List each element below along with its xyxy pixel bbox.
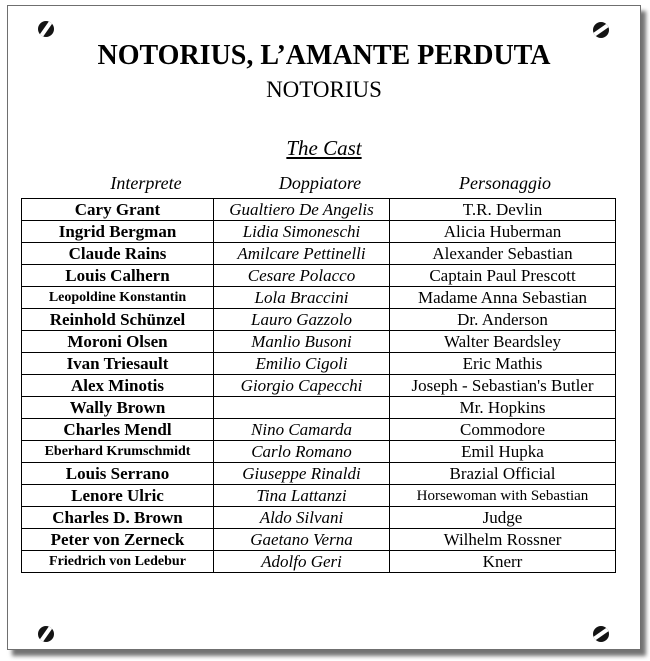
actor-cell: Wally Brown bbox=[22, 397, 214, 419]
actor-cell: Lenore Ulric bbox=[22, 485, 214, 507]
actor-cell: Charles D. Brown bbox=[22, 507, 214, 529]
dubber-cell: Amilcare Pettinelli bbox=[214, 243, 390, 265]
dubber-cell: Lauro Gazzolo bbox=[214, 309, 390, 331]
cast-table bbox=[21, 198, 616, 573]
actor-cell: Leopoldine Konstantin bbox=[22, 287, 214, 309]
actor-cell: Reinhold Schünzel bbox=[22, 309, 214, 331]
actor-cell: Ivan Triesault bbox=[22, 353, 214, 375]
role-cell: Alicia Huberman bbox=[390, 221, 616, 243]
role-cell: Wilhelm Rossner bbox=[390, 529, 616, 551]
role-cell: Joseph - Sebastian's Butler bbox=[390, 375, 616, 397]
table-row bbox=[22, 309, 616, 331]
table-row bbox=[22, 287, 616, 309]
dubber-cell: Adolfo Geri bbox=[214, 551, 390, 573]
role-cell: Commodore bbox=[390, 419, 616, 441]
role-cell: Captain Paul Prescott bbox=[390, 265, 616, 287]
dubber-cell: Carlo Romano bbox=[214, 441, 390, 463]
table-row bbox=[22, 551, 616, 573]
role-cell: Emil Hupka bbox=[390, 441, 616, 463]
screw-icon bbox=[38, 626, 54, 642]
cast-plate bbox=[7, 5, 641, 650]
table-row bbox=[22, 243, 616, 265]
table-row bbox=[22, 397, 616, 419]
dubber-cell: Giuseppe Rinaldi bbox=[214, 463, 390, 485]
role-cell: Judge bbox=[390, 507, 616, 529]
dubber-cell: Aldo Silvani bbox=[214, 507, 390, 529]
column-header-dubber: Doppiatore bbox=[278, 173, 362, 193]
page-title: NOTORIUS, L’AMANTE PERDUTA bbox=[97, 40, 551, 71]
role-cell: Mr. Hopkins bbox=[390, 397, 616, 419]
dubber-cell: Emilio Cigoli bbox=[214, 353, 390, 375]
table-row bbox=[22, 353, 616, 375]
table-row bbox=[22, 419, 616, 441]
original-title: NOTORIUS bbox=[266, 77, 382, 102]
role-cell: Brazial Official bbox=[390, 463, 616, 485]
column-header-role: Personaggio bbox=[459, 173, 551, 193]
table-row bbox=[22, 529, 616, 551]
screw-icon bbox=[38, 21, 54, 37]
dubber-cell: Lidia Simoneschi bbox=[214, 221, 390, 243]
column-headers bbox=[21, 173, 615, 194]
actor-cell: Claude Rains bbox=[22, 243, 214, 265]
table-row bbox=[22, 375, 616, 397]
dubber-cell: Gaetano Verna bbox=[214, 529, 390, 551]
actor-cell: Peter von Zerneck bbox=[22, 529, 214, 551]
table-row bbox=[22, 463, 616, 485]
table-row bbox=[22, 485, 616, 507]
dubber-cell: Lola Braccini bbox=[214, 287, 390, 309]
role-cell: Horsewoman with Sebastian bbox=[390, 485, 616, 507]
actor-cell: Charles Mendl bbox=[22, 419, 214, 441]
dubber-cell: Giorgio Capecchi bbox=[214, 375, 390, 397]
table-row bbox=[22, 507, 616, 529]
actor-cell: Moroni Olsen bbox=[22, 331, 214, 353]
dubber-cell: Manlio Busoni bbox=[214, 331, 390, 353]
actor-cell: Cary Grant bbox=[22, 199, 214, 221]
role-cell: Dr. Anderson bbox=[390, 309, 616, 331]
actor-cell: Alex Minotis bbox=[22, 375, 214, 397]
cast-heading: The Cast bbox=[286, 136, 362, 160]
table-row bbox=[22, 221, 616, 243]
role-cell: T.R. Devlin bbox=[390, 199, 616, 221]
screw-icon bbox=[593, 626, 609, 642]
actor-cell: Ingrid Bergman bbox=[22, 221, 214, 243]
dubber-cell: Tina Lattanzi bbox=[214, 485, 390, 507]
dubber-cell bbox=[214, 397, 390, 419]
actor-cell: Louis Calhern bbox=[22, 265, 214, 287]
table-row bbox=[22, 331, 616, 353]
role-cell: Alexander Sebastian bbox=[390, 243, 616, 265]
dubber-cell: Nino Camarda bbox=[214, 419, 390, 441]
actor-cell: Louis Serrano bbox=[22, 463, 214, 485]
table-row bbox=[22, 441, 616, 463]
column-header-actor: Interprete bbox=[110, 173, 182, 193]
role-cell: Walter Beardsley bbox=[390, 331, 616, 353]
table-row bbox=[22, 199, 616, 221]
table-row bbox=[22, 265, 616, 287]
role-cell: Eric Mathis bbox=[390, 353, 616, 375]
dubber-cell: Gualtiero De Angelis bbox=[214, 199, 390, 221]
dubber-cell: Cesare Polacco bbox=[214, 265, 390, 287]
role-cell: Knerr bbox=[390, 551, 616, 573]
actor-cell: Friedrich von Ledebur bbox=[22, 551, 214, 573]
actor-cell: Eberhard Krumschmidt bbox=[22, 441, 214, 463]
role-cell: Madame Anna Sebastian bbox=[390, 287, 616, 309]
screw-icon bbox=[593, 22, 609, 38]
